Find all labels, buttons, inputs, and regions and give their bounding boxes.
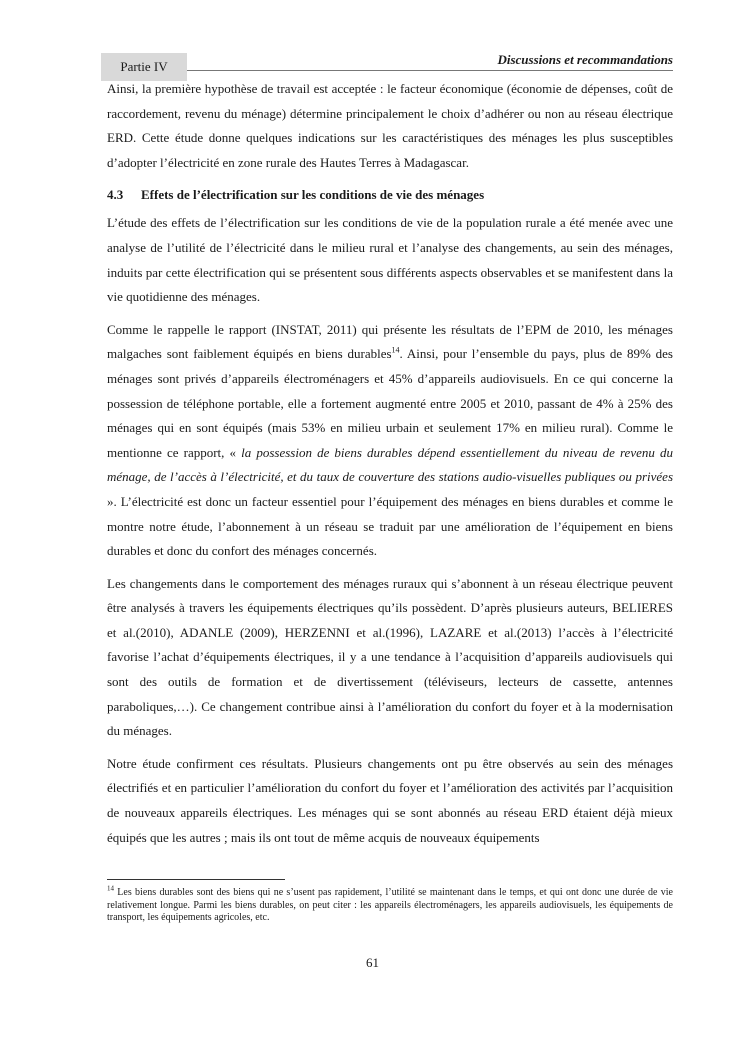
paragraph-behavior-changes: Les changements dans le comportement des ménages ruraux qui s’abonnent à un réseau électrique peuvent être analysés à travers les équipements électriques qu’ils possèdent. D’après plusieurs auteurs, BELIERES et al.(2010), ADANLE (2009), HERZENNI et al.(1996), LAZARE et al.(2013) l’accès à l’électricité favorise l’achat d’équipements électriques, il y a une tendance à l’acquisition d’appareils audiovisuels qui sont des outils de formation et de divertissement (téléviseurs, lecteurs de cassette, antennes paraboliques,…). Ce changement contribue ainsi à l’amélioration du confort du foyer et à la modernisation du ménages. — [107, 575, 673, 739]
footnote-reference: 14 — [391, 346, 400, 356]
footnote-divider — [107, 879, 285, 880]
paragraph-study-confirms: Notre étude confirment ces résultats. Plusieurs changements ont pu être observés au sein des ménages électrifiés et en particulier l’amélioration du confort du foyer et l’amélioration des activités par l’acquisition de nouveaux appareils électriques. Les ménages qui se sont abonnés au réseau ERD étaient déjà mieux équipés que les autres ; mais ils ont tout de même acquis de nouveaux équipements — [107, 755, 673, 845]
page-body — [107, 77, 673, 858]
paragraph-study-effects: L’étude des effets de l’électrification sur les conditions de vie de la population rurale a été menée avec une analyse de l’utilité de l’électricité dans le milieu rural et l’analyse des changements, au sein des ménages, induits par cette électrification qui se présentent sous différents aspects observables et se manifestent dans la vie quotidienne des ménages. — [107, 215, 673, 305]
quotation: la possession de biens durables dépend essentiellement du niveau de revenu du ménage, de l’accès à l’électricité, et du taux de couverture des stations audio-visuelles publiques ou privées — [107, 444, 673, 485]
section-number: 4.3 — [107, 187, 124, 203]
section-title: Discussions et recommandations — [497, 52, 673, 67]
footnote-marker: 14 — [107, 884, 114, 893]
paragraph-segment: Comme le rappelle le rapport (INSTAT, 2011) qui présente les résultats de l’EPM de 2010, les ménages malgaches sont faiblement équipés en biens durables — [107, 321, 673, 362]
footnote — [107, 884, 673, 925]
section-heading — [107, 183, 673, 207]
part-label: Partie IV — [101, 53, 187, 81]
header-divider — [187, 70, 673, 71]
paragraph-segment: . Ainsi, pour l’ensemble du pays, plus de 89% des ménages sont privés d’appareils électroménagers et 45% d’appareils audiovisuels. En ce qui concerne la possession de téléphone portable, elle a fortement augmenté entre 2005 et 2010, passant de 4% à 25% des ménages qui en sont équipés (mais 53% en milieu urbain et seulement 17% en milieu rural). Comme le mentionne ce rapport, « — [107, 346, 673, 460]
paragraph-segment: ». L’électricité est donc un facteur essentiel pour l’équipement des ménages en biens durables et comme le montre notre étude, l’abonnement à un réseau se traduit par une amélioration de l’équipement en biens durables et donc du confort des ménages concernés. — [107, 493, 673, 559]
paragraph-hypothesis: Ainsi, la première hypothèse de travail est acceptée : le facteur économique (économie de dépenses, coût de raccordement, revenu du ménage) détermine principalement le choix d’adhérer ou non au réseau électrique ERD. Cette étude donne quelques indications sur les caractéristiques des ménages les plus susceptibles d’adopter l’électricité en zone rurale des Hautes Terres à Madagascar. — [107, 81, 673, 170]
section-heading-text: Effets de l’électrification sur les conditions de vie des ménages — [141, 187, 485, 203]
footnote-text: Les biens durables sont des biens qui ne s’usent pas rapidement, l’utilité se maintenant dans le temps, et qui ont donc une durée de vie relativement longue. Parmi les biens durables, on peut citer : les appareils électroménagers, les appareils audiovisuels, les équipements de transport, les équipements agricoles, etc. — [107, 887, 673, 923]
page-number: 61 — [366, 955, 379, 970]
paragraph-instat-report — [107, 318, 673, 564]
